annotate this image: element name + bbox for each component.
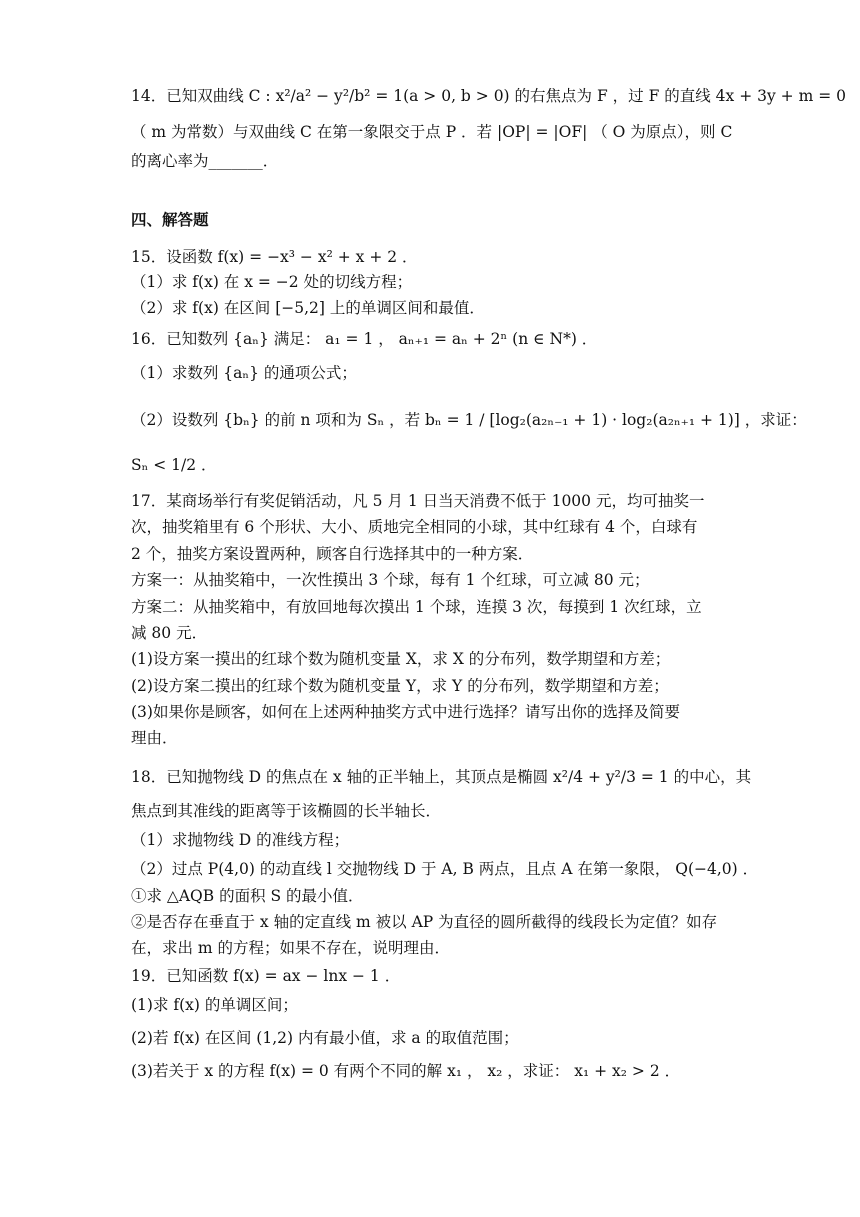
- q15-line-1: 15．设函数 f(x) = −x³ − x² + x + 2 ．: [131, 248, 418, 266]
- q19-line-2: (1)求 f(x) 的单调区间；: [131, 996, 298, 1014]
- q19-line-3: (2)若 f(x) 在区间 (1,2) 内有最小值，求 a 的取值范围；: [131, 1029, 519, 1047]
- q17-line-6: 减 80 元．: [131, 624, 208, 642]
- q17-line-3: 2 个，抽奖方案设置两种，顾客自行选择其中的一种方案．: [131, 545, 534, 563]
- q17-line-9: (3)如果你是顾客，如何在上述两种抽奖方式中进行选择？请写出你的选择及简要: [131, 703, 680, 721]
- q14-line-2: （ m 为常数）与双曲线 C 在第一象限交于点 P ．若 |OP| = |OF| （ O 为原点），则 C: [131, 123, 733, 141]
- q14-line-1: 14．已知双曲线 C : x²/a² − y²/b² = 1(a > 0, b > 0) 的右焦点为 F ，过 F 的直线 4x + 3y + m = 0: [131, 87, 846, 105]
- q19-line-4: (3)若关于 x 的方程 f(x) = 0 有两个不同的解 x₁ ， x₂ ，求证： x₁ + x₂ > 2 ．: [131, 1062, 681, 1080]
- q18-line-5: ①求 △AQB 的面积 S 的最小值．: [131, 887, 364, 905]
- q18-line-3: （1）求抛物线 D 的准线方程；: [131, 831, 350, 849]
- q15-line-3: （2）求 f(x) 在区间 [−5,2] 上的单调区间和最值．: [131, 299, 485, 317]
- q17-line-1: 17．某商场举行有奖促销活动，凡 5 月 1 日当天消费不低于 1000 元，均可抽奖一: [131, 492, 705, 510]
- q19-line-1: 19．已知函数 f(x) = ax − lnx − 1 ．: [131, 967, 401, 985]
- q17-line-10: 理由．: [131, 729, 178, 747]
- q17-line-8: (2)设方案二摸出的红球个数为随机变量 Y，求 Y 的分布列，数学期望和方差；: [131, 677, 669, 695]
- q18-line-6: ②是否存在垂直于 x 轴的定直线 m 被以 AP 为直径的圆所截得的线段长为定值？如存: [131, 913, 718, 931]
- q17-line-7: (1)设方案一摸出的红球个数为随机变量 X，求 X 的分布列，数学期望和方差；: [131, 650, 671, 668]
- q16-line-2: （1）求数列 {aₙ} 的通项公式；: [131, 364, 357, 382]
- q17-line-4: 方案一：从抽奖箱中，一次性摸出 3 个球，每有 1 个红球，可立减 80 元；: [131, 571, 650, 589]
- q18-line-1: 18．已知抛物线 D 的焦点在 x 轴的正半轴上，其顶点是椭圆 x²/4 + y²/3 = 1 的中心，其: [131, 768, 752, 786]
- q17-line-2: 次，抽奖箱里有 6 个形状、大小、质地完全相同的小球，其中红球有 4 个，白球有: [131, 518, 698, 536]
- q18-line-4: （2）过点 P(4,0) 的动直线 l 交抛物线 D 于 A, B 两点，且点 A 在第一象限， Q(−4,0) ．: [131, 860, 759, 878]
- q15-line-2: （1）求 f(x) 在 x = −2 处的切线方程；: [131, 273, 413, 291]
- q17-line-5: 方案二：从抽奖箱中，有放回地每次摸出 1 个球，连摸 3 次，每摸到 1 次红球，立: [131, 598, 702, 616]
- q16-line-1: 16．已知数列 {aₙ} 满足： a₁ = 1 ， aₙ₊₁ = aₙ + 2ⁿ (n ∈ N*) ．: [131, 330, 598, 348]
- q18-line-2: 焦点到其准线的距离等于该椭圆的长半轴长．: [131, 802, 442, 820]
- q16-line-3: （2）设数列 {bₙ} 的前 n 项和为 Sₙ ，若 bₙ = 1 / [log₂(a₂ₙ₋₁ + 1) · log₂(a₂ₙ₊₁ + 1)] ，求证：: [131, 411, 807, 429]
- q14-line-3: 的离心率为_______．: [131, 152, 279, 170]
- q16-line-4: Sₙ < 1/2 ．: [131, 456, 217, 474]
- section-heading: 四、解答题: [131, 211, 209, 229]
- q18-line-7: 在，求出 m 的方程；如果不存在，说明理由．: [131, 939, 451, 957]
